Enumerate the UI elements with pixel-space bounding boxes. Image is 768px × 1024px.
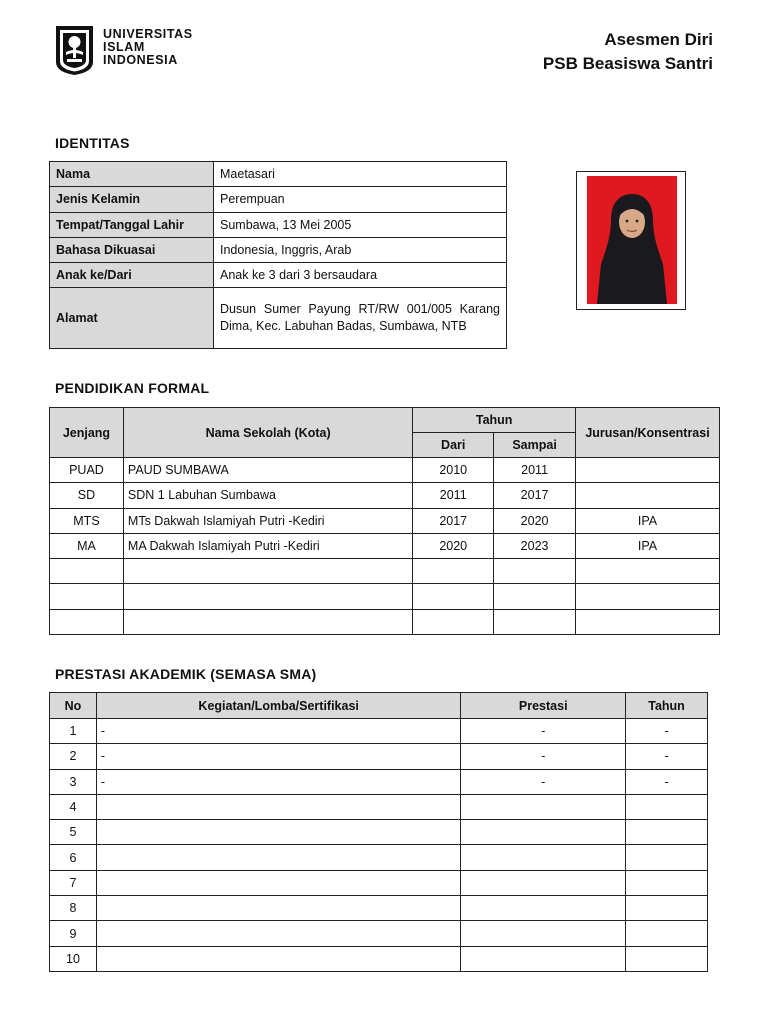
cell-jenjang [50, 609, 124, 634]
pendidikan-table [49, 407, 720, 635]
cell-no: 6 [50, 845, 97, 870]
logo-line-3: INDONESIA [103, 53, 178, 67]
cell-no: 10 [50, 946, 97, 971]
cell-dari [413, 584, 494, 609]
cell-sekolah [123, 609, 412, 634]
table-row [50, 609, 720, 634]
cell-tahun [626, 820, 708, 845]
field-label: Nama [50, 162, 214, 187]
table-row [50, 946, 708, 971]
profile-photo [587, 176, 677, 304]
cell-kegiatan [96, 794, 460, 819]
table-row [50, 584, 720, 609]
cell-dari: 2011 [413, 483, 494, 508]
person-portrait-icon [587, 176, 677, 304]
field-label: Alamat [50, 288, 214, 349]
column-header-tahun: Tahun [413, 408, 576, 433]
table-row [50, 896, 708, 921]
cell-kegiatan [96, 870, 460, 895]
column-header-sampai: Sampai [494, 433, 576, 458]
cell-jenjang: MA [50, 533, 124, 558]
cell-sampai: 2017 [494, 483, 576, 508]
cell-prestasi [461, 794, 626, 819]
cell-dari: 2017 [413, 508, 494, 533]
cell-no: 5 [50, 820, 97, 845]
cell-no: 9 [50, 921, 97, 946]
table-header-row [50, 408, 720, 433]
cell-prestasi: - [461, 719, 626, 744]
column-header-jurusan: Jurusan/Konsentrasi [576, 408, 720, 458]
cell-tahun [626, 794, 708, 819]
cell-sampai [494, 559, 576, 584]
field-label: Tempat/Tanggal Lahir [50, 212, 214, 237]
cell-jenjang [50, 584, 124, 609]
cell-dari [413, 559, 494, 584]
cell-sampai: 2023 [494, 533, 576, 558]
section-heading-prestasi: PRESTASI AKADEMIK (SEMASA SMA) [55, 666, 317, 682]
university-logo [54, 24, 214, 76]
table-row [50, 744, 708, 769]
cell-kegiatan [96, 820, 460, 845]
cell-tahun [626, 921, 708, 946]
table-row [50, 237, 507, 262]
field-value: Indonesia, Inggris, Arab [214, 237, 507, 262]
cell-sekolah: PAUD SUMBAWA [123, 458, 412, 483]
cell-kegiatan: - [96, 769, 460, 794]
table-row [50, 263, 507, 288]
column-header-tahun: Tahun [626, 693, 708, 719]
table-row [50, 719, 708, 744]
cell-tahun [626, 845, 708, 870]
field-value: Anak ke 3 dari 3 bersaudara [214, 263, 507, 288]
cell-tahun [626, 870, 708, 895]
field-value: Sumbawa, 13 Mei 2005 [214, 212, 507, 237]
field-label: Jenis Kelamin [50, 187, 214, 212]
table-row [50, 288, 507, 349]
table-row [50, 870, 708, 895]
university-name [103, 28, 193, 67]
cell-sekolah: SDN 1 Labuhan Sumbawa [123, 483, 412, 508]
cell-sekolah: MTs Dakwah Islamiyah Putri -Kediri [123, 508, 412, 533]
field-label: Anak ke/Dari [50, 263, 214, 288]
cell-no: 8 [50, 896, 97, 921]
column-header-prestasi: Prestasi [461, 693, 626, 719]
cell-dari: 2010 [413, 458, 494, 483]
cell-jurusan [576, 609, 720, 634]
section-heading-identitas: IDENTITAS [55, 135, 130, 151]
cell-kegiatan [96, 896, 460, 921]
logo-line-1: UNIVERSITAS [103, 27, 193, 41]
column-header-nama-sekolah: Nama Sekolah (Kota) [123, 408, 412, 458]
cell-tahun: - [626, 744, 708, 769]
table-row [50, 769, 708, 794]
cell-jenjang: SD [50, 483, 124, 508]
table-header-row [50, 693, 708, 719]
title-line-1: Asesmen Diri [604, 30, 713, 49]
cell-dari: 2020 [413, 533, 494, 558]
cell-prestasi [461, 946, 626, 971]
field-value: Maetasari [214, 162, 507, 187]
table-row [50, 820, 708, 845]
cell-prestasi [461, 845, 626, 870]
section-heading-pendidikan: PENDIDIKAN FORMAL [55, 380, 210, 396]
cell-jurusan [576, 559, 720, 584]
cell-kegiatan: - [96, 719, 460, 744]
cell-no: 3 [50, 769, 97, 794]
table-row [50, 559, 720, 584]
cell-sekolah [123, 584, 412, 609]
cell-no: 1 [50, 719, 97, 744]
table-row [50, 533, 720, 558]
cell-sampai [494, 584, 576, 609]
cell-jenjang: MTS [50, 508, 124, 533]
cell-jurusan [576, 584, 720, 609]
cell-tahun: - [626, 719, 708, 744]
cell-kegiatan [96, 921, 460, 946]
cell-sampai: 2020 [494, 508, 576, 533]
cell-jurusan [576, 483, 720, 508]
cell-no: 7 [50, 870, 97, 895]
table-row [50, 794, 708, 819]
table-row [50, 212, 507, 237]
cell-kegiatan: - [96, 744, 460, 769]
cell-tahun: - [626, 769, 708, 794]
cell-prestasi: - [461, 744, 626, 769]
table-row [50, 483, 720, 508]
cell-no: 2 [50, 744, 97, 769]
field-label: Bahasa Dikuasai [50, 237, 214, 262]
cell-prestasi [461, 896, 626, 921]
cell-no: 4 [50, 794, 97, 819]
table-row [50, 162, 507, 187]
cell-jurusan: IPA [576, 533, 720, 558]
cell-prestasi: - [461, 769, 626, 794]
table-row [50, 458, 720, 483]
prestasi-table [49, 692, 708, 972]
cell-prestasi [461, 870, 626, 895]
column-header-jenjang: Jenjang [50, 408, 124, 458]
title-line-2: PSB Beasiswa Santri [542, 54, 713, 73]
cell-tahun [626, 896, 708, 921]
column-header-dari: Dari [413, 433, 494, 458]
cell-kegiatan [96, 845, 460, 870]
cell-tahun [626, 946, 708, 971]
cell-sekolah [123, 559, 412, 584]
cell-kegiatan [96, 946, 460, 971]
identitas-table [49, 161, 507, 349]
column-header-kegiatan: Kegiatan/Lomba/Sertifikasi [96, 693, 460, 719]
profile-photo-frame [576, 171, 686, 310]
table-row [50, 187, 507, 212]
cell-sampai: 2011 [494, 458, 576, 483]
field-value: Dusun Sumer Payung RT/RW 001/005 Karang Dima, Kec. Labuhan Badas, Sumbawa, NTB [214, 288, 507, 349]
cell-jenjang [50, 559, 124, 584]
cell-jenjang: PUAD [50, 458, 124, 483]
cell-prestasi [461, 820, 626, 845]
table-row [50, 508, 720, 533]
cell-sampai [494, 609, 576, 634]
university-seal-icon [54, 24, 95, 76]
cell-prestasi [461, 921, 626, 946]
cell-sekolah: MA Dakwah Islamiyah Putri -Kediri [123, 533, 412, 558]
table-row [50, 921, 708, 946]
column-header-no: No [50, 693, 97, 719]
cell-jurusan [576, 458, 720, 483]
cell-dari [413, 609, 494, 634]
document-title [543, 28, 713, 76]
field-value: Perempuan [214, 187, 507, 212]
table-row [50, 845, 708, 870]
cell-jurusan: IPA [576, 508, 720, 533]
logo-line-2: ISLAM [103, 40, 145, 54]
